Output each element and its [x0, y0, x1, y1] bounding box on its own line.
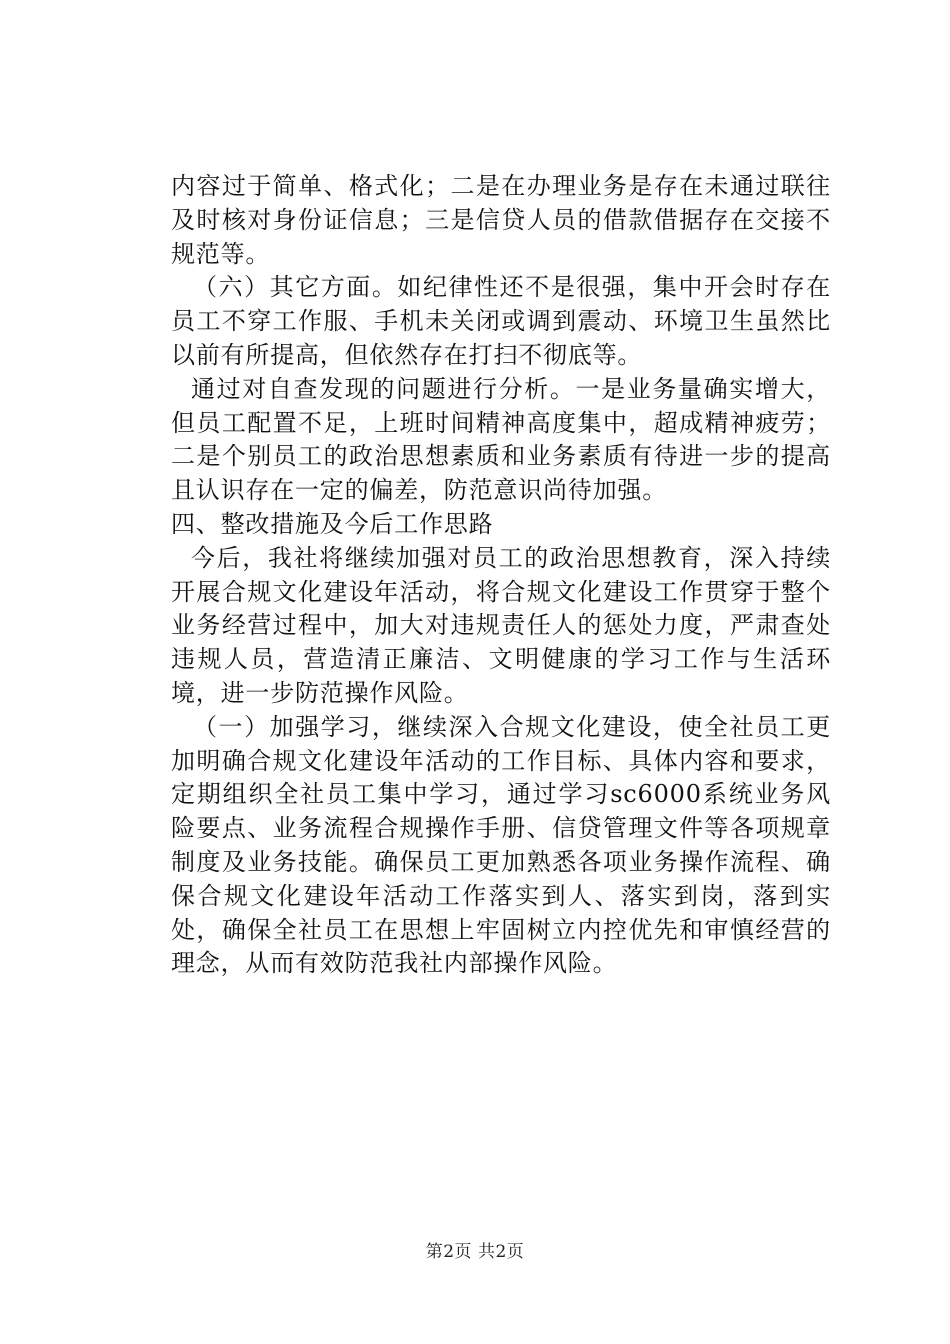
document-body: [171, 170, 831, 981]
paragraph-strengthen-learning: （一）加强学习，继续深入合规文化建设，使全社员工更加明确合规文化建设年活动的工作目标、具体内容和要求，定期组织全社员工集中学习，通过学习sc6000系统业务风险要点、业务流程合规操作手册、信贷管理文件等各项规章制度及业务技能。确保员工更加熟悉各项业务操作流程、确保合规文化建设年活动工作落实到人、落实到岗，落到实处，确保全社员工在思想上牢固树立内控优先和审慎经营的理念，从而有效防范我社内部操作风险。: [171, 712, 831, 978]
section-heading-rectification: 四、整改措施及今后工作思路: [171, 509, 494, 538]
paragraph-analysis: 通过对自查发现的问题进行分析。一是业务量确实增大，但员工配置不足，上班时间精神高度集中，超成精神疲劳；二是个别员工的政治思想素质和业务素质有待进一步的提高且认识存在一定的偏差，防范意识尚待加强。: [171, 374, 831, 505]
paragraph-future-work: 今后，我社将继续加强对员工的政治思想教育，深入持续开展合规文化建设年活动，将合规文化建设工作贯穿于整个业务经营过程中，加大对违规责任人的惩处力度，严肃查处违规人员，营造清正廉洁、文明健康的学习工作与生活环境，进一步防范操作风险。: [171, 543, 831, 707]
paragraph-other-aspects: （六）其它方面。如纪律性还不是很强，集中开会时存在员工不穿工作服、手机未关闭或调到震动、环境卫生虽然比以前有所提高，但依然存在打扫不彻底等。: [171, 273, 831, 369]
page-footer: 第2页 共2页: [425, 1242, 525, 1262]
paragraph-continuation: 内容过于简单、格式化；二是在办理业务是存在未通过联往及时核对身份证信息；三是信贷人员的借款借据存在交接不规范等。: [171, 172, 831, 268]
